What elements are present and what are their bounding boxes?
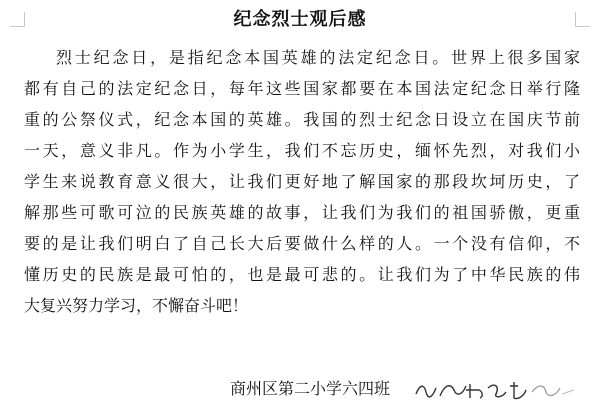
- paragraph-line: 一天，意义非凡。作为小学生，我们不忘历史，缅怀先烈，对我们小: [24, 141, 580, 160]
- handwritten-signature: [410, 376, 580, 402]
- paragraph-line: 重的公祭仪式，纪念本国的英雄。我国的烈士纪念日设立在国庆节前: [24, 110, 580, 129]
- paragraph-line: 学生来说教育意义很大，让我们更好地了解国家的那段坎坷历史，了: [24, 172, 580, 191]
- paragraph-line: 烈士纪念日，是指纪念本国英雄的法定纪念日。世界上很多国家: [56, 48, 580, 67]
- paragraph-line: 懂历史的民族是最可怕的，也是最可悲的。让我们为了中华民族的伟: [24, 265, 580, 284]
- document-title: 纪念烈士观后感: [233, 9, 367, 30]
- signature-class: 商州区第二小学六四班: [230, 379, 391, 398]
- paragraph-line: 解那些可歌可泣的民族英雄的故事，让我们为我们的祖国骄傲，更重: [24, 203, 580, 222]
- document-body: [24, 42, 580, 321]
- paragraph-line: 要的是让我们明白了自己长大后要做什么样的人。一个没有信仰，不: [24, 234, 580, 253]
- paragraph-line: 大复兴努力学习，不懈奋斗吧！: [24, 296, 249, 315]
- paragraph-line: 都有自己的法定纪念日，每年这些国家都要在本国法定纪念日举行隆: [24, 79, 580, 98]
